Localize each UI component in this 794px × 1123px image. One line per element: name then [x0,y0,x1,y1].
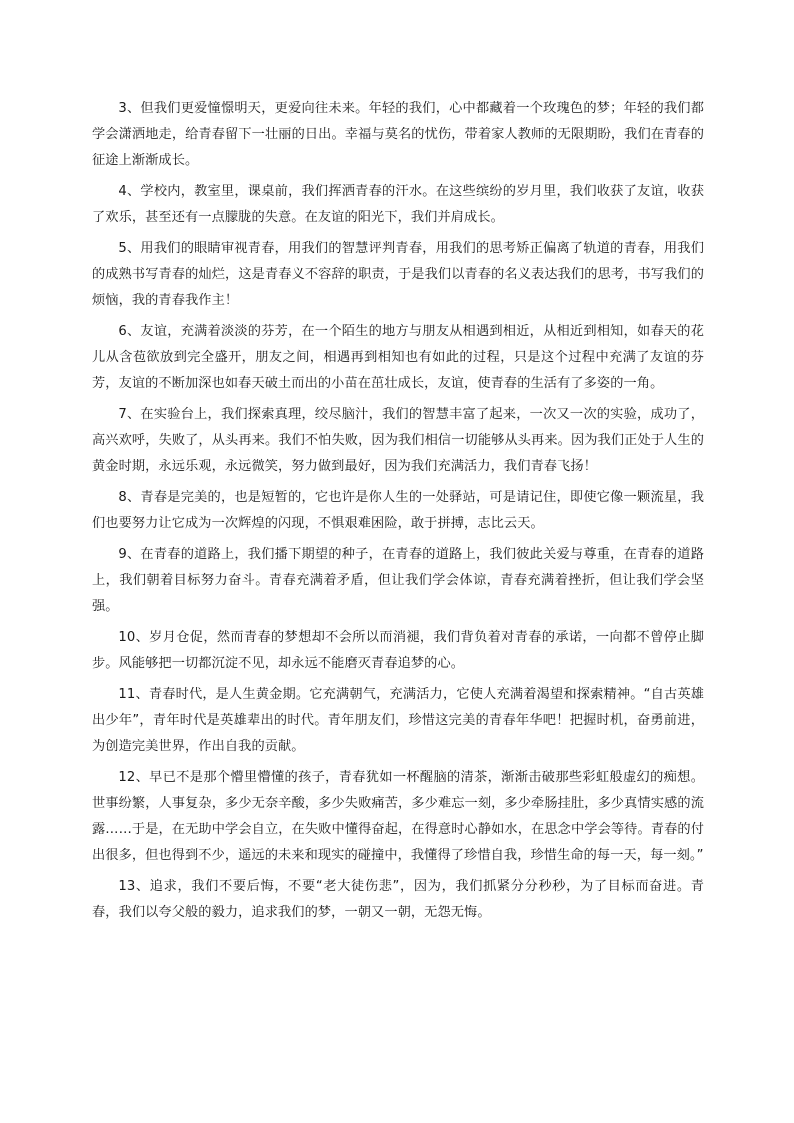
paragraph-10: 10、岁月仓促，然而青春的梦想却不会所以而消褪，我们背负着对青春的承诺，一向都不曾停止脚步。风能够把一切都沉淀不见，却永远不能磨灭青春追梦的心。 [92,630,704,671]
paragraph-3: 3、但我们更爱憧憬明天，更爱向往未来。年轻的我们，心中都藏着一个玫瑰色的梦；年轻的我们都学会潇洒地走，给青春留下一壮丽的日出。幸福与莫名的忧伤，带着家人教师的无限期盼，我们在青春的征途上渐渐成长。 [92,101,704,168]
paragraph-6: 6、友谊，充满着淡淡的芬芳，在一个陌生的地方与朋友从相遇到相近，从相近到相知，如春天的花儿从含苞欲放到完全盛开，朋友之间，相遇再到相知也有如此的过程，只是这个过程中充满了友谊的芬芳，友谊的不断加深也如春天破土而出的小苗在茁壮成长，友谊，使青春的生活有了多姿的一角。 [92,324,704,391]
paragraph-5: 5、用我们的眼睛审视青春，用我们的智慧评判青春，用我们的思考矫正偏离了轨道的青春，用我们的成熟书写青春的灿烂，这是青春义不容辞的职责，于是我们以青春的名义表达我们的思考，书写我们的烦恼，我的青春我作主！ [92,241,704,308]
paragraph-9: 9、在青春的道路上，我们播下期望的种子，在青春的道路上，我们彼此关爱与尊重，在青春的道路上，我们朝着目标努力奋斗。青春充满着矛盾，但让我们学会体谅，青春充满着挫折，但让我们学会坚强。 [92,547,704,614]
paragraph-11: 11、青春时代，是人生黄金期。它充满朝气，充满活力，它使人充满着渴望和探索精神。“自古英雄出少年”，青年时代是英雄辈出的时代。青年朋友们，珍惜这完美的青春年华吧！把握时机，奋勇前进，为创造完美世界，作出自我的贡献。 [92,687,704,754]
paragraph-4: 4、学校内，教室里，课桌前，我们挥洒青春的汗水。在这些缤纷的岁月里，我们收获了友谊，收获了欢乐，甚至还有一点朦胧的失意。在友谊的阳光下，我们并肩成长。 [92,184,704,225]
document-body [92,96,704,931]
paragraph-7: 7、在实验台上，我们探索真理，绞尽脑汁，我们的智慧丰富了起来，一次又一次的实验，成功了，高兴欢呼，失败了，从头再来。我们不怕失败，因为我们相信一切能够从头再来。因为我们正处于人生的黄金时期，永远乐观，永远微笑，努力做到最好，因为我们充满活力，我们青春飞扬！ [92,407,704,474]
paragraph-13: 13、追求，我们不要后悔，不要“老大徒伤悲”，因为，我们抓紧分分秒秒，为了目标而奋进。青春，我们以夸父般的毅力，追求我们的梦，一朝又一朝，无怨无悔。 [92,879,704,920]
paragraph-8: 8、青春是完美的，也是短暂的，它也许是你人生的一处驿站，可是请记住，即使它像一颗流星，我们也要努力让它成为一次辉煌的闪现，不惧艰难困险，敢于拼搏，志比云天。 [92,490,704,531]
paragraph-12: 12、早已不是那个懵里懵懂的孩子，青春犹如一杯醒脑的清茶，渐渐击破那些彩虹般虚幻的痴想。世事纷繁，人事复杂，多少无奈辛酸，多少失败痛苦，多少难忘一刻，多少牵肠挂肚，多少真情实感的流露……于是，在无助中学会自立，在失败中懂得奋起，在得意时心静如水，在思念中学会等待。青春的付出很多，但也得到不少，遥远的未来和现实的碰撞中，我懂得了珍惜自我，珍惜生命的每一天，每一刻。” [92,770,704,863]
